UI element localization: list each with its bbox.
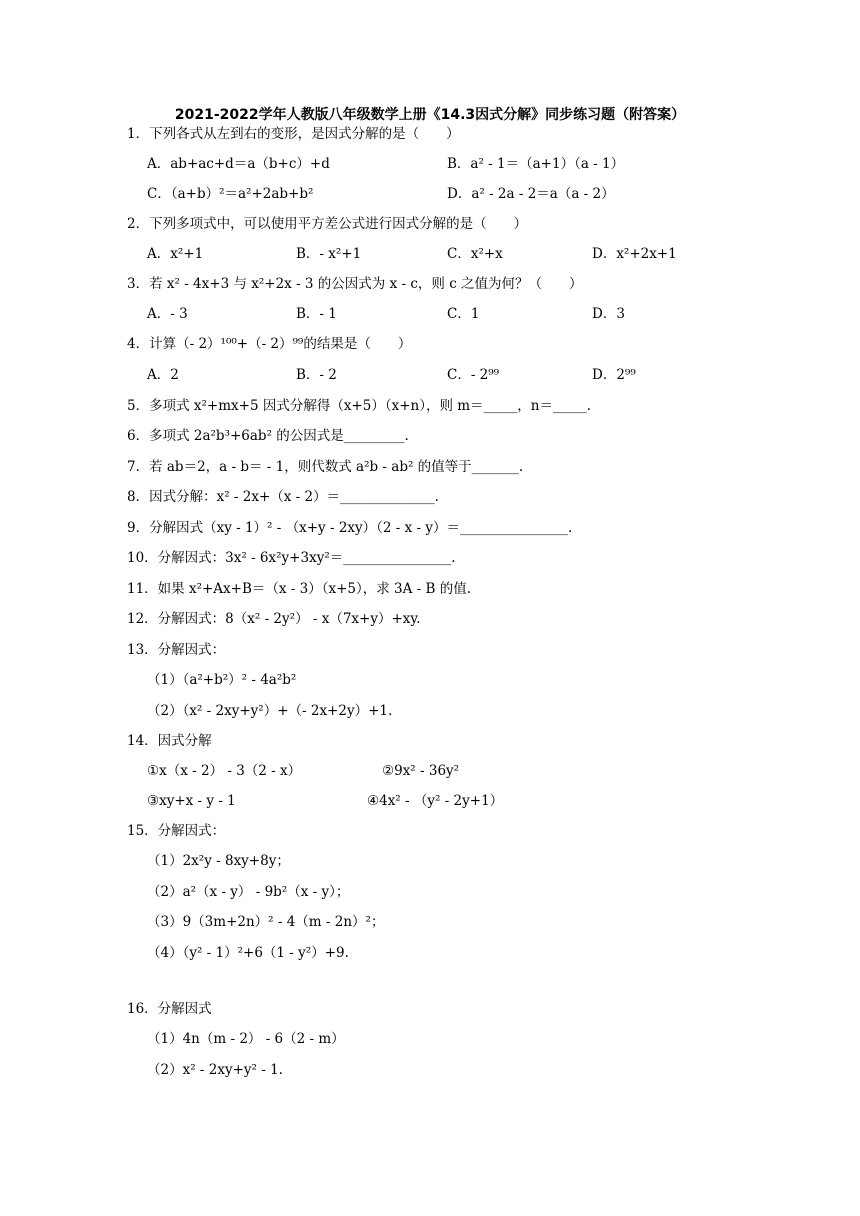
- question-15-part-3: （3）9（3m+2n）² - 4（m - 2n）²；: [147, 914, 385, 930]
- question-15-part-2: （2）a²（x - y） - 9b²（x - y）；: [147, 884, 350, 900]
- question-16-part-1: （1）4n（m - 2） - 6（2 - m）: [147, 1031, 345, 1047]
- question-12: 12．分解因式：8（x² - 2y²） - x（7x+y）+xy.: [127, 611, 421, 627]
- question-4-option-b: B．- 2: [296, 367, 337, 383]
- question-15-stem: 15．分解因式：: [127, 823, 226, 839]
- question-3-option-b: B．- 1: [296, 306, 337, 322]
- question-7: 7．若 ab＝2，a - b＝ - 1，则代数式 a²b - ab² 的值等于_______.: [127, 459, 524, 475]
- question-9: 9．分解因式（xy - 1）² - （x+y - 2xy）（2 - x - y）＝________________.: [127, 520, 573, 536]
- document-title: 2021-2022学年人教版八年级数学上册《14.3因式分解》同步练习题（附答案）: [174, 107, 686, 123]
- question-13-part-2: （2）（x² - 2xy+y²）+（- 2x+2y）+1.: [147, 703, 393, 719]
- question-3-option-a: A．- 3: [147, 306, 188, 322]
- question-4-option-a: A．2: [147, 367, 179, 383]
- question-4-stem: 4．计算（- 2）¹⁰⁰+（- 2）⁹⁹的结果是（ ）: [127, 336, 412, 352]
- question-6: 6．多项式 2a²b³+6ab² 的公因式是_________.: [127, 428, 409, 444]
- question-4-option-d: D．2⁹⁹: [592, 367, 636, 383]
- question-14-stem: 14．因式分解: [127, 733, 212, 749]
- question-1-option-a: A．ab+ac+d＝a（b+c）+d: [147, 156, 330, 172]
- question-14-part-2: ②9x² - 36y²: [382, 763, 460, 779]
- question-2-option-d: D．x²+2x+1: [592, 246, 677, 262]
- question-16-stem: 16．分解因式: [127, 1001, 212, 1017]
- question-15-part-4: （4）（y² - 1）²+6（1 - y²）+9.: [147, 945, 349, 961]
- question-1-stem: 1．下列各式从左到右的变形，是因式分解的是（ ）: [127, 126, 460, 142]
- question-10: 10．分解因式：3x² - 6x²y+3xy²＝________________.: [127, 550, 456, 566]
- question-13-part-1: （1）（a²+b²）² - 4a²b²: [147, 672, 297, 688]
- question-2-option-c: C．x²+x: [447, 246, 503, 262]
- question-3-option-c: C．1: [447, 306, 480, 322]
- question-1-option-d: D．a² - 2a - 2＝a（a - 2）: [447, 186, 615, 202]
- question-1-option-c: C．（a+b）²＝a²+2ab+b²: [147, 186, 314, 202]
- question-14-part-4: ④4x² - （y² - 2y+1）: [367, 793, 504, 809]
- question-15-part-1: （1）2x²y - 8xy+8y；: [147, 853, 290, 869]
- question-2-option-b: B．- x²+1: [296, 246, 362, 262]
- question-4-option-c: C．- 2⁹⁹: [447, 367, 500, 383]
- question-3-stem: 3．若 x² - 4x+3 与 x²+2x - 3 的公因式为 x - c，则 c 之值为何？（ ）: [127, 276, 583, 292]
- question-8: 8．因式分解：x² - 2x+（x - 2）＝______________.: [127, 489, 439, 505]
- question-13-stem: 13．分解因式：: [127, 642, 226, 658]
- question-5: 5．多项式 x²+mx+5 因式分解得（x+5）（x+n），则 m＝_____，n＝_____.: [127, 398, 592, 414]
- question-16-part-2: （2）x² - 2xy+y² - 1.: [147, 1062, 283, 1078]
- question-14-part-3: ③xy+x - y - 1: [147, 793, 236, 809]
- question-1-option-b: B．a² - 1＝（a+1）（a - 1）: [447, 156, 625, 172]
- question-2-option-a: A．x²+1: [147, 246, 204, 262]
- question-11: 11．如果 x²+Ax+B＝（x - 3）（x+5），求 3A - B 的值.: [127, 581, 472, 597]
- question-3-option-d: D．3: [592, 306, 625, 322]
- question-14-part-1: ①x（x - 2） - 3（2 - x）: [147, 763, 302, 779]
- question-2-stem: 2．下列多项式中，可以使用平方差公式进行因式分解的是（ ）: [127, 216, 528, 232]
